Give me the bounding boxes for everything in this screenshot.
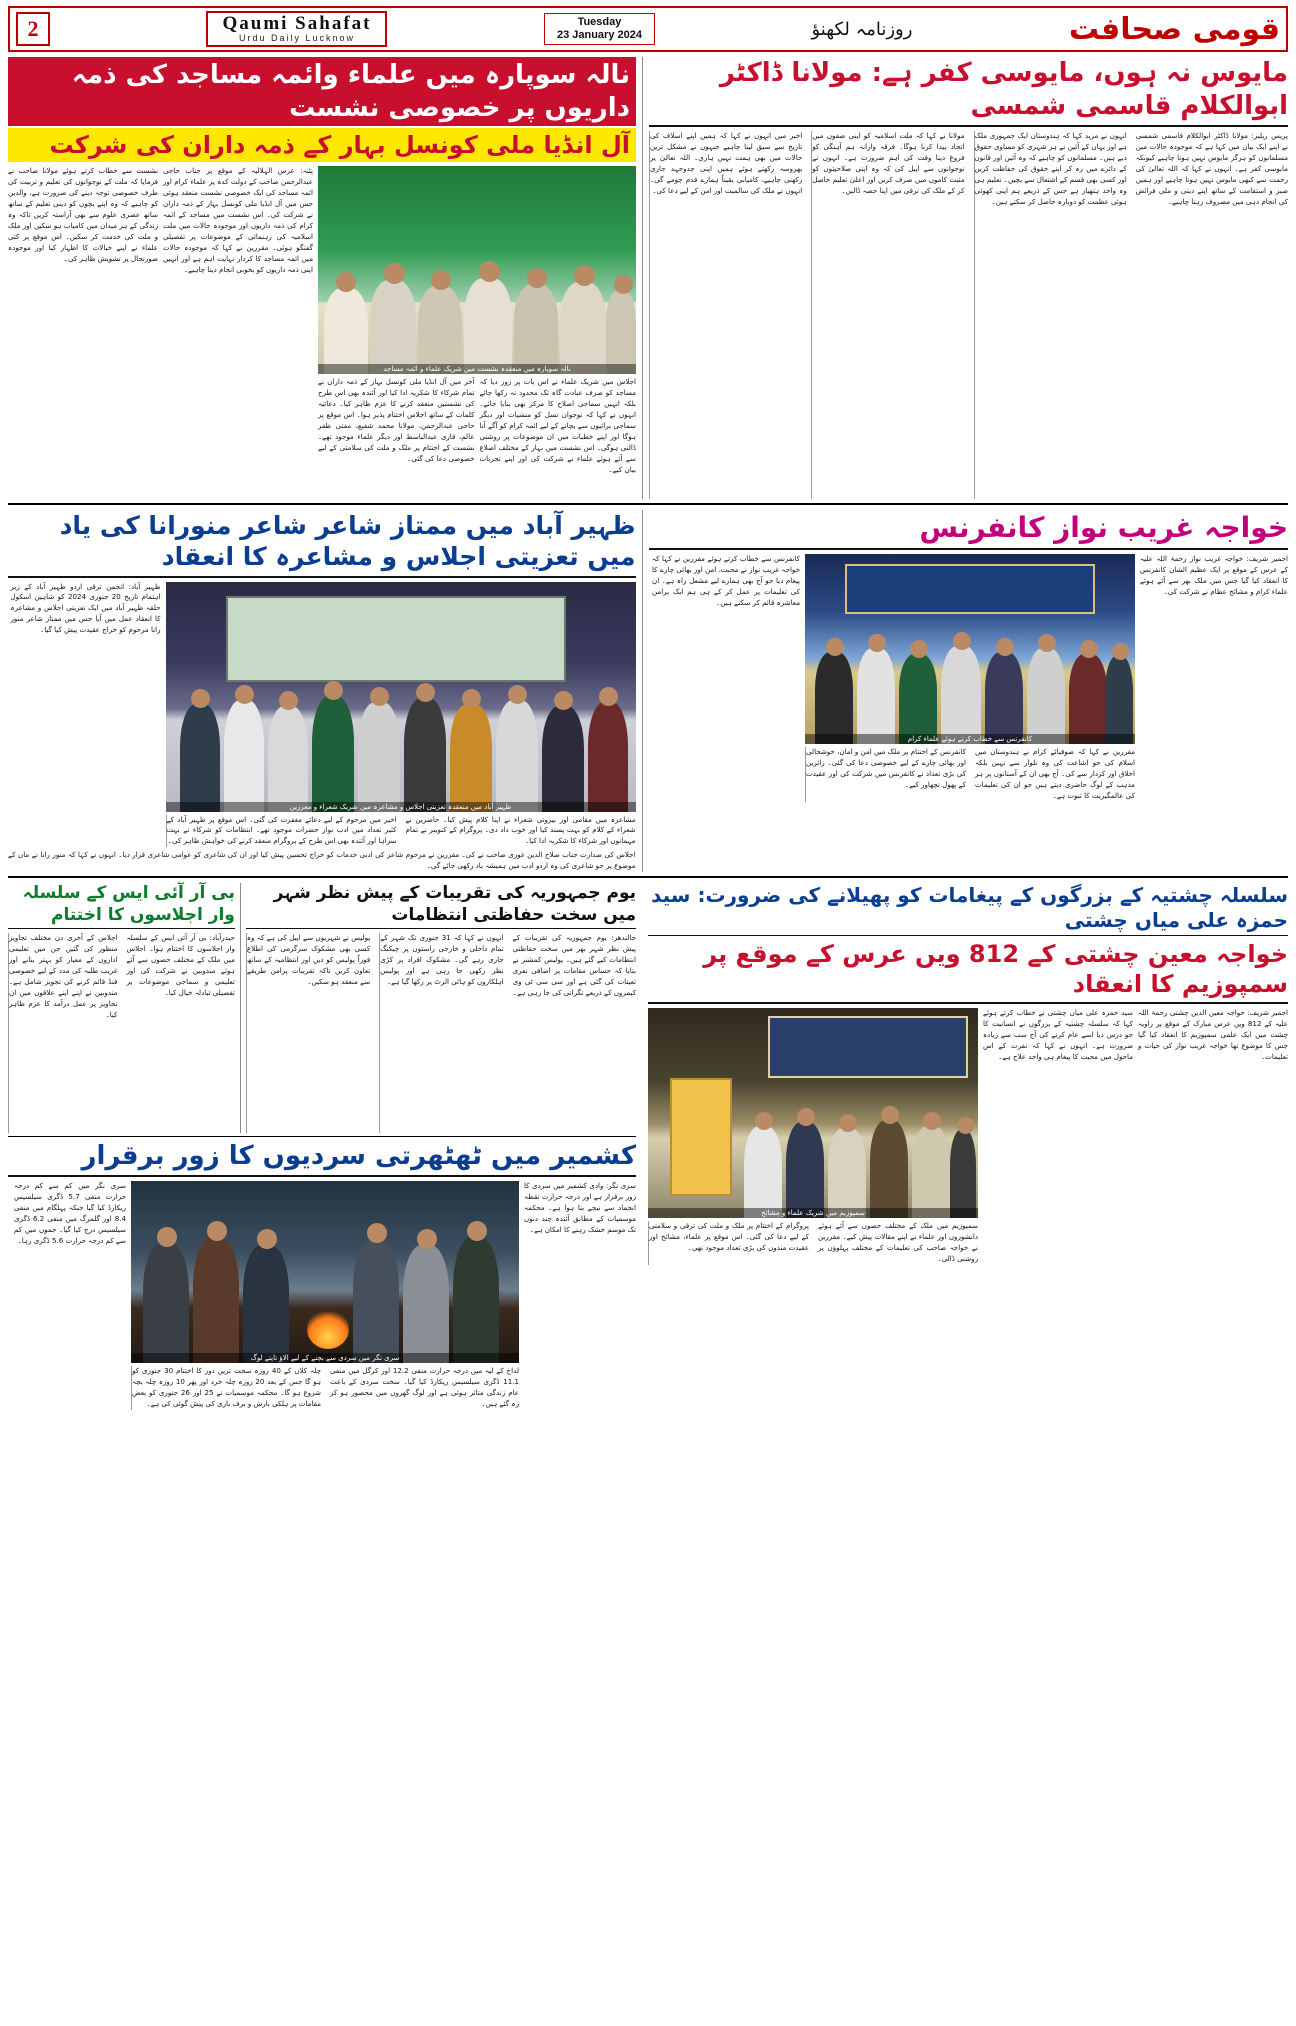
- a1-col-2: نشست سے خطاب کرتے ہوئے مولانا صاحب نے فرمایا کہ ملت کے نوجوانوں کی تعلیم و تربیت کی طرف خصوصی توجہ دینے کی ضرورت ہے، والدین کو چاہیے کہ وہ اپنے بچوں کو دینی تعلیم کے ساتھ ساتھ عصری علوم سے بھی آراستہ کریں تاکہ وہ زندگی کے ہر میدان میں کامیاب ہو سکیں اور ملک و ملت کی خدمت کر سکیں۔ اس موقع پر کئی علماء نے اپنے خیالات کا اظہار کیا اور موجودہ صورتحال پر تشویش ظاہر کی۔: [8, 166, 158, 263]
- masthead: [8, 6, 1288, 52]
- a5-col-1: حیدرآباد: بی آر آئی ایس کے سلسلہ وار اجلاسوں کا اختتام ہوا۔ اجلاس میں ملک کے مختلف حصوں سے آئے ہوئے مندوبین نے شرکت کی اور تعلیمی و سماجی موضوعات پر تفصیلی تبادلہ خیال کیا۔: [126, 932, 235, 997]
- logo-subtitle: Urdu Daily Lucknow: [238, 33, 355, 44]
- a1-col-3: اجلاس میں شریک علماء نے اس بات پر زور دیا کہ مساجد کو صرف عبادت گاہ تک محدود نہ رکھا جائے بلکہ انہیں سماجی اصلاح کا مرکز بھی بنایا جائے۔ انہوں نے کہا کہ نوجوان نسل کو منشیات اور دیگر سماجی برائیوں سے بچانے کے لیے ائمہ کرام کو آگے آنا ہوگا اور اپنے خطبات میں ان موضوعات پر روشنی ڈالنی ہوگی۔ اس نشست میں بہار کے مختلف اضلاع سے آئے ہوئے علماء نے شرکت کی اور اپنے تجربات بیان کیے۔: [479, 377, 636, 474]
- section-rule-1: [8, 503, 1288, 505]
- a4-col-4: کانفرنس کے اختتام پر ملک میں امن و امان، خوشحالی اور بھائی چارے کے لیے خصوصی دعا کی گئی۔ زائرین کی بڑی تعداد نے کانفرنس میں شرکت کی اور عقیدت کے پھول نچھاور کیے۔: [805, 747, 970, 802]
- article-mayoosi: [649, 57, 1288, 499]
- a3-col-1: ظہیر آباد: انجمن ترقی اردو ظہیر آباد کے زیر اہتمام تاریخ 20 جنوری 2024 کو شاہین اسکول حلقہ ظہیر آباد میں ایک تعزیتی اجلاس و مشاعرہ کا انعقاد عمل میں آیا جس میں ممتاز شاعر منور رانا مرحوم کو خراج عقیدت پیش کیا گیا۔: [10, 581, 161, 635]
- a2-headline: مایوس نہ ہوں، مایوسی کفر ہے: مولانا ڈاکٹر ابوالکلام قاسمی شمسی: [649, 57, 1288, 127]
- a7-col-4: پروگرام کے اختتام پر ملک و ملت کی ترقی و سلامتی کے لیے دعا کی گئی۔ اس موقع پر علماء، مشائخ اور عقیدت مندوں کی بڑی تعداد موجود تھی۔: [648, 1221, 813, 1265]
- article-zaheerabad: [8, 510, 636, 872]
- a8-col-2: سری نگر میں کم سے کم درجہ حرارت منفی 5.7 ڈگری سیلسیس ریکارڈ کیا گیا جبکہ پہلگام میں منفی 8.4 اور گلمرگ میں منفی 6.2 ڈگری سیلسیس درج کیا گیا۔ جموں میں کم سے کم درجہ حرارت 5.6 ڈگری رہا۔: [14, 1181, 126, 1246]
- a1-headline-1: نالہ سوپارہ میں علماء وائمہ مساجد کی ذمہ داریوں پر خصوصی نشست: [8, 57, 636, 126]
- a3-photo-caption: ظہیر آباد میں منعقدہ تعزیتی اجلاس و مشاعرہ میں شریک شعراء و معززین: [166, 802, 636, 812]
- newspaper-logo: [206, 11, 387, 46]
- a7-headline-1: سلسلہ چشتیہ کے بزرگوں کے پیغامات کو پھیلانے کی ضرورت: سید حمزہ علی میاں چشتی: [648, 883, 1288, 936]
- a6-body: [246, 933, 636, 1133]
- a3-headline: ظہیر آباد میں ممتاز شاعر شاعر منورانا کی یاد میں تعزیتی اجلاس و مشاعرہ کا انعقاد: [8, 510, 636, 578]
- a1-photo: [318, 166, 636, 374]
- a4-col-3: مقررین نے کہا کہ صوفیائے کرام نے ہندوستان میں اسلام کی جو اشاعت کی وہ تلوار سے نہیں بلکہ اخلاق اور کردار سے کی۔ آج بھی ان کے آستانوں پر ہر مذہب کے لوگ حاضری دیتے ہیں جو ان کی تعلیمات کی عالمگیریت کا ثبوت ہے۔: [975, 747, 1135, 800]
- column-divider-2: [642, 510, 643, 872]
- top-section: [8, 57, 1288, 499]
- a1-photo-figures: [318, 166, 636, 374]
- a1-col-1: پٹنہ: عرس الہلالیہ کے موقع پر جناب حاجی عبدالرحمن صاحب کے دولت کدہ پر علماء کرام اور ائمہ مساجد کی ایک خصوصی نشست منعقد ہوئی جس میں آل انڈیا ملی کونسل بہار کے ذمہ داران نے شرکت کی۔ اس نشست میں مساجد کے ائمہ کرام کی ذمہ داریوں اور موجودہ حالات میں ملت اسلامیہ کی رہنمائی کے موضوعات پر تفصیلی گفتگو ہوئی۔ مقررین نے کہا کہ موجودہ حالات میں ائمہ مساجد کا کردار نہایت اہم ہے اور انہیں اپنی ذمہ داریوں کو بخوبی انجام دینا چاہیے۔: [163, 166, 313, 274]
- a3-photo-figures: [166, 582, 636, 812]
- a2-col-1: پریس ریلیز: مولانا ڈاکٹر ابوالکلام قاسمی شمسی نے اپنے ایک بیان میں کہا ہے کہ موجودہ حالات میں مسلمانوں کو ہرگز مایوس نہیں ہونا چاہیے کیونکہ مایوسی کفر ہے۔ انہوں نے کہا کہ اللہ تعالیٰ کی رحمت سے کبھی مایوس نہیں ہونا چاہیے اور ہمیں صبر و استقامت کے ساتھ اپنے دینی و ملی فرائض کی انجام دہی میں مصروف رہنا چاہیے۔: [1135, 131, 1288, 206]
- bottom-left-group: [8, 883, 636, 1410]
- a4-photo: [805, 554, 1135, 744]
- urdu-daily-label: روزنامہ لکھنؤ: [811, 18, 913, 40]
- a1-photo-caption: نالہ سوپارہ میں منعقدہ نشست میں شریک علماء و ائمہ مساجد: [318, 364, 636, 374]
- a2-col-4: اخیر میں انہوں نے کہا کہ ہمیں اپنے اسلاف کی تاریخ سے سبق لینا چاہیے جنہوں نے مشکل ترین حالات میں بھی ہمت نہیں ہاری۔ اللہ تعالیٰ پر بھروسہ رکھتے ہوئے ہمیں اپنی جدوجہد جاری رکھنی چاہیے، کامیابی یقیناً ہمارے قدم چومے گی۔ انہوں نے ملک کی سالمیت اور امن کے لیے دعا کی۔: [649, 131, 806, 499]
- column-divider: [642, 57, 643, 499]
- a8-headline: کشمیر میں ٹھٹھرتی سردیوں کا زور برقرار: [8, 1140, 636, 1178]
- a8-col-1: سری نگر: وادی کشمیر میں سردی کا زور برقرار ہے اور درجہ حرارت نقطہ انجماد سے نیچے بنا ہوا ہے۔ محکمہ موسمیات کے مطابق آئندہ چند دنوں تک موسم خشک رہنے کا امکان ہے۔: [524, 1181, 636, 1235]
- a5-body: [8, 933, 235, 1133]
- a6-headline: یوم جمہوریہ کی تقریبات کے پیش نظر شہر میں سخت حفاظتی انتظامات: [246, 883, 636, 929]
- a8-col-3: لداخ کے لیہ میں درجہ حرارت منفی 12.2 اور کرگل میں منفی 11.1 ڈگری سیلسیس ریکارڈ کیا گیا۔ سخت سردی کے باعث عام زندگی متاثر ہوئی ہے اور لوگ گھروں میں محصور ہو کر رہ گئے ہیں۔: [330, 1366, 519, 1409]
- a4-photo-caption: کانفرنس سے خطاب کرتے ہوئے علماء کرام: [805, 734, 1135, 744]
- article-chishtiya-symposium: [648, 883, 1288, 1410]
- a3-col-4: اخیر میں مرحوم کے لیے دعائے مغفرت کی گئی۔ اس موقع پر ظہیر آباد کے کثیر تعداد میں ادب نواز حضرات موجود تھے۔ انتظامات کو شرکاء نے بہت سراہا اور آئندہ بھی اس طرح کے پروگرام منعقد کرنے کی خواہش ظاہر کی۔: [166, 815, 401, 848]
- a7-headline-2: خواجہ معین چشتی کے 812 ویں عرس کے موقع پر سمپوزیم کا انعقاد: [648, 939, 1288, 1004]
- a6-col-3: پولیس نے شہریوں سے اپیل کی ہے کہ وہ کسی بھی مشکوک سرگرمی کی اطلاع فوراً پولیس کو دیں اور انتظامیہ کے ساتھ تعاون کریں تاکہ تقریبات پرامن طریقے سے منعقد ہو سکیں۔: [246, 933, 374, 1133]
- article-bris-sessions: [8, 883, 235, 1133]
- article-republic-day-security: [246, 883, 636, 1133]
- a8-photo-figures: [131, 1181, 519, 1363]
- article-kashmir-cold: [8, 1140, 636, 1410]
- a3-col-2: اجلاس کی صدارت جناب صلاح الدین غوری صاحب نے کی۔ مقررین نے مرحوم شاعر کی ادبی خدمات کو خراج تحسین پیش کیا اور ان کی شاعری کو عوامی شاعری قرار دیا۔ انہوں نے کہا کہ منور رانا نے ماں کے موضوع پر جو شاعری کی وہ اردو ادب میں ہمیشہ یاد رکھی جائے گی۔: [8, 850, 636, 871]
- a6-col-1: جالندھر: یوم جمہوریہ کی تقریبات کے پیش نظر شہر بھر میں سخت حفاظتی انتظامات کیے گئے ہیں۔ پولیس کمشنر نے بتایا کہ حساس مقامات پر اضافی نفری تعینات کی گئی ہے اور سی سی ٹی وی کیمروں کے ذریعے نگرانی کی جا رہی ہے۔: [512, 932, 636, 997]
- a6-col-2: انہوں نے کہا کہ 31 جنوری تک شہر کے تمام داخلی و خارجی راستوں پر چیکنگ جاری رہے گی۔ مشکوک افراد پر کڑی نظر رکھی جا رہی ہے اور پولیس اہلکاروں کو ہائی الرٹ پر رکھا گیا ہے۔: [379, 933, 507, 1133]
- a4-photo-figures: [805, 554, 1135, 744]
- a7-col-2: سید حمزہ علی میاں چشتی نے خطاب کرتے ہوئے کہا کہ سلسلہ چشتیہ کے بزرگوں نے انسانیت کا جو درس دیا اسے عام کرنے کی آج سب سے زیادہ ضرورت ہے۔ انہوں نے کہا کہ نفرت کے اس ماحول میں محبت کا پیغام ہی واحد علاج ہے۔: [983, 1008, 1133, 1062]
- column-divider-3: [240, 883, 241, 1133]
- a4-col-1: اجمیر شریف: خواجہ غریب نواز رحمۃ اللہ علیہ کے عرس کے موقع پر ایک عظیم الشان کانفرنس کا انعقاد کیا گیا جس میں ملک بھر سے آئے ہوئے علماء کرام و مشائخ عظام نے شرکت کی۔: [1140, 554, 1288, 596]
- page-number: 2: [16, 12, 50, 46]
- date-label: 23 January 2024: [556, 29, 642, 41]
- a7-photo: [648, 1008, 978, 1218]
- article-naala-sopara: [8, 57, 636, 499]
- a4-col-2: کانفرنس سے خطاب کرتے ہوئے مقررین نے کہا کہ خواجہ غریب نواز نے محبت، امن اور بھائی چارے کا پیغام دیا جو آج بھی ہمارے لیے مشعل راہ ہے۔ ان کی تعلیمات پر عمل کر کے ہی ہم ایک پرامن معاشرہ قائم کر سکتے ہیں۔: [652, 554, 800, 607]
- day-label: Tuesday: [577, 16, 622, 29]
- a5-col-2: اجلاس کے آخری دن مختلف تجاویز منظور کی گئیں جن میں تعلیمی اداروں کے معیار کو بہتر بنانے اور غریب طلبہ کی مدد کے لیے خصوصی فنڈ قائم کرنے کی تجویز شامل ہے۔ مندوبین نے اپنے اپنے علاقوں میں ان تجاویز پر عمل درآمد کا عزم ظاہر کیا۔: [8, 933, 121, 1133]
- a2-col-3: مولانا نے کہا کہ ملت اسلامیہ کو اپنی صفوں میں اتحاد پیدا کرنا ہوگا۔ فرقہ وارانہ ہم آہنگی کو فروغ دینا وقت کی اہم ضرورت ہے۔ انہوں نے نوجوانوں سے اپیل کی کہ وہ اپنی صلاحیتوں کو مثبت کاموں میں صرف کریں اور اعلیٰ تعلیم حاصل کر کے ملک کی ترقی میں اپنا حصہ ڈالیں۔: [811, 131, 968, 499]
- a7-photo-caption: سمپوزیم میں شریک علماء و مشائخ: [648, 1208, 978, 1218]
- a7-photo-figures: [648, 1008, 978, 1218]
- a1-headline-2: آل انڈیا ملی کونسل بہار کے ذمہ داران کی شرکت: [8, 128, 636, 162]
- a8-col-4: چلہ کلاں کے 40 روزہ سخت ترین دور کا اختتام 30 جنوری کو ہو گا جس کے بعد 20 روزہ چلہ خرد اور پھر 10 روزہ چلہ بچہ شروع ہو گا۔ محکمہ موسمیات نے 25 اور 26 جنوری کو بعض مقامات پر ہلکی بارش و برف باری کی پیش گوئی کی ہے۔: [131, 1366, 325, 1410]
- article-khwaja-ghareeb-nawaz: [649, 510, 1289, 872]
- a2-col-2: انہوں نے مزید کہا کہ ہندوستان ایک جمہوری ملک ہے اور یہاں کے آئین نے ہر شہری کو مساوی حقوق دیے ہیں۔ مسلمانوں کو چاہیے کہ وہ آئین اور قانون کے دائرے میں رہ کر اپنے حقوق کی حفاظت کریں اور کسی بھی قسم کے اشتعال سے بچیں۔ تعلیم ہی وہ واحد ہتھیار ہے جس کے ذریعے ہم اپنی کھوئی ہوئی عظمت کو دوبارہ حاصل کر سکتے ہیں۔: [974, 131, 1131, 499]
- section-rule-3: [8, 1136, 636, 1137]
- a1-col-4: آخر میں آل انڈیا ملی کونسل بہار کے ذمہ داران نے تمام شرکاء کا شکریہ ادا کیا اور آئندہ بھی اس طرح کی نشستیں منعقد کرنے کا عزم ظاہر کیا۔ دعائیہ کلمات کے ساتھ اجلاس اختتام پذیر ہوا۔ اس موقع پر حاجی عبدالرحمن، مولانا محمد شفیع، مفتی ظفر عالم، قاری عبدالباسط اور دیگر علماء موجود تھے۔ نشست کے اختتام پر ملک و ملت کی سلامتی کے لیے خصوصی دعا کی گئی۔: [318, 377, 475, 463]
- logo-title: Qaumi Sahafat: [222, 13, 372, 35]
- a7-col-1: اجمیر شریف: خواجہ معین الدین چشتی رحمۃ اللہ علیہ کے 812 ویں عرس مبارک کے موقع پر زاویہ چشت میں ایک علمی سمپوزیم کا انعقاد کیا گیا جس کا موضوع تھا خواجہ غریب نواز کی حیات و تعلیمات۔: [1138, 1008, 1289, 1062]
- a3-photo: [166, 582, 636, 812]
- a3-col-3: مشاعرہ میں مقامی اور بیرونی شعراء نے اپنا کلام پیش کیا۔ حاضرین نے شعراء کے کلام کو بہت پسند کیا اور خوب داد دی۔ پروگرام کے کنوینر نے تمام مہمانوں اور شرکاء کا شکریہ ادا کیا۔: [405, 814, 636, 846]
- middle-section: [8, 510, 1288, 872]
- a8-photo-caption: سری نگر میں سردی سے بچنے کے لیے الاؤ تاپتے لوگ: [131, 1353, 519, 1363]
- urdu-masthead-title: قومی صحافت: [1068, 11, 1280, 47]
- a7-col-3: سمپوزیم میں ملک کے مختلف حصوں سے آئے ہوئے دانشوروں اور علماء نے اپنے مقالات پیش کیے۔ مقررین نے خواجہ صاحب کی تعلیمات کے مختلف پہلوؤں پر روشنی ڈالی۔: [818, 1221, 978, 1264]
- bottom-section: [8, 883, 1288, 1410]
- date-box: [544, 13, 655, 44]
- a8-photo: [131, 1181, 519, 1363]
- a4-headline: خواجہ غریب نواز کانفرنس: [649, 510, 1289, 550]
- a5-headline-1: بی آر آئی ایس کے سلسلہ وار اجلاسوں کا اختتام: [8, 883, 235, 929]
- section-rule-2: [8, 876, 1288, 878]
- a2-body: [649, 131, 1288, 499]
